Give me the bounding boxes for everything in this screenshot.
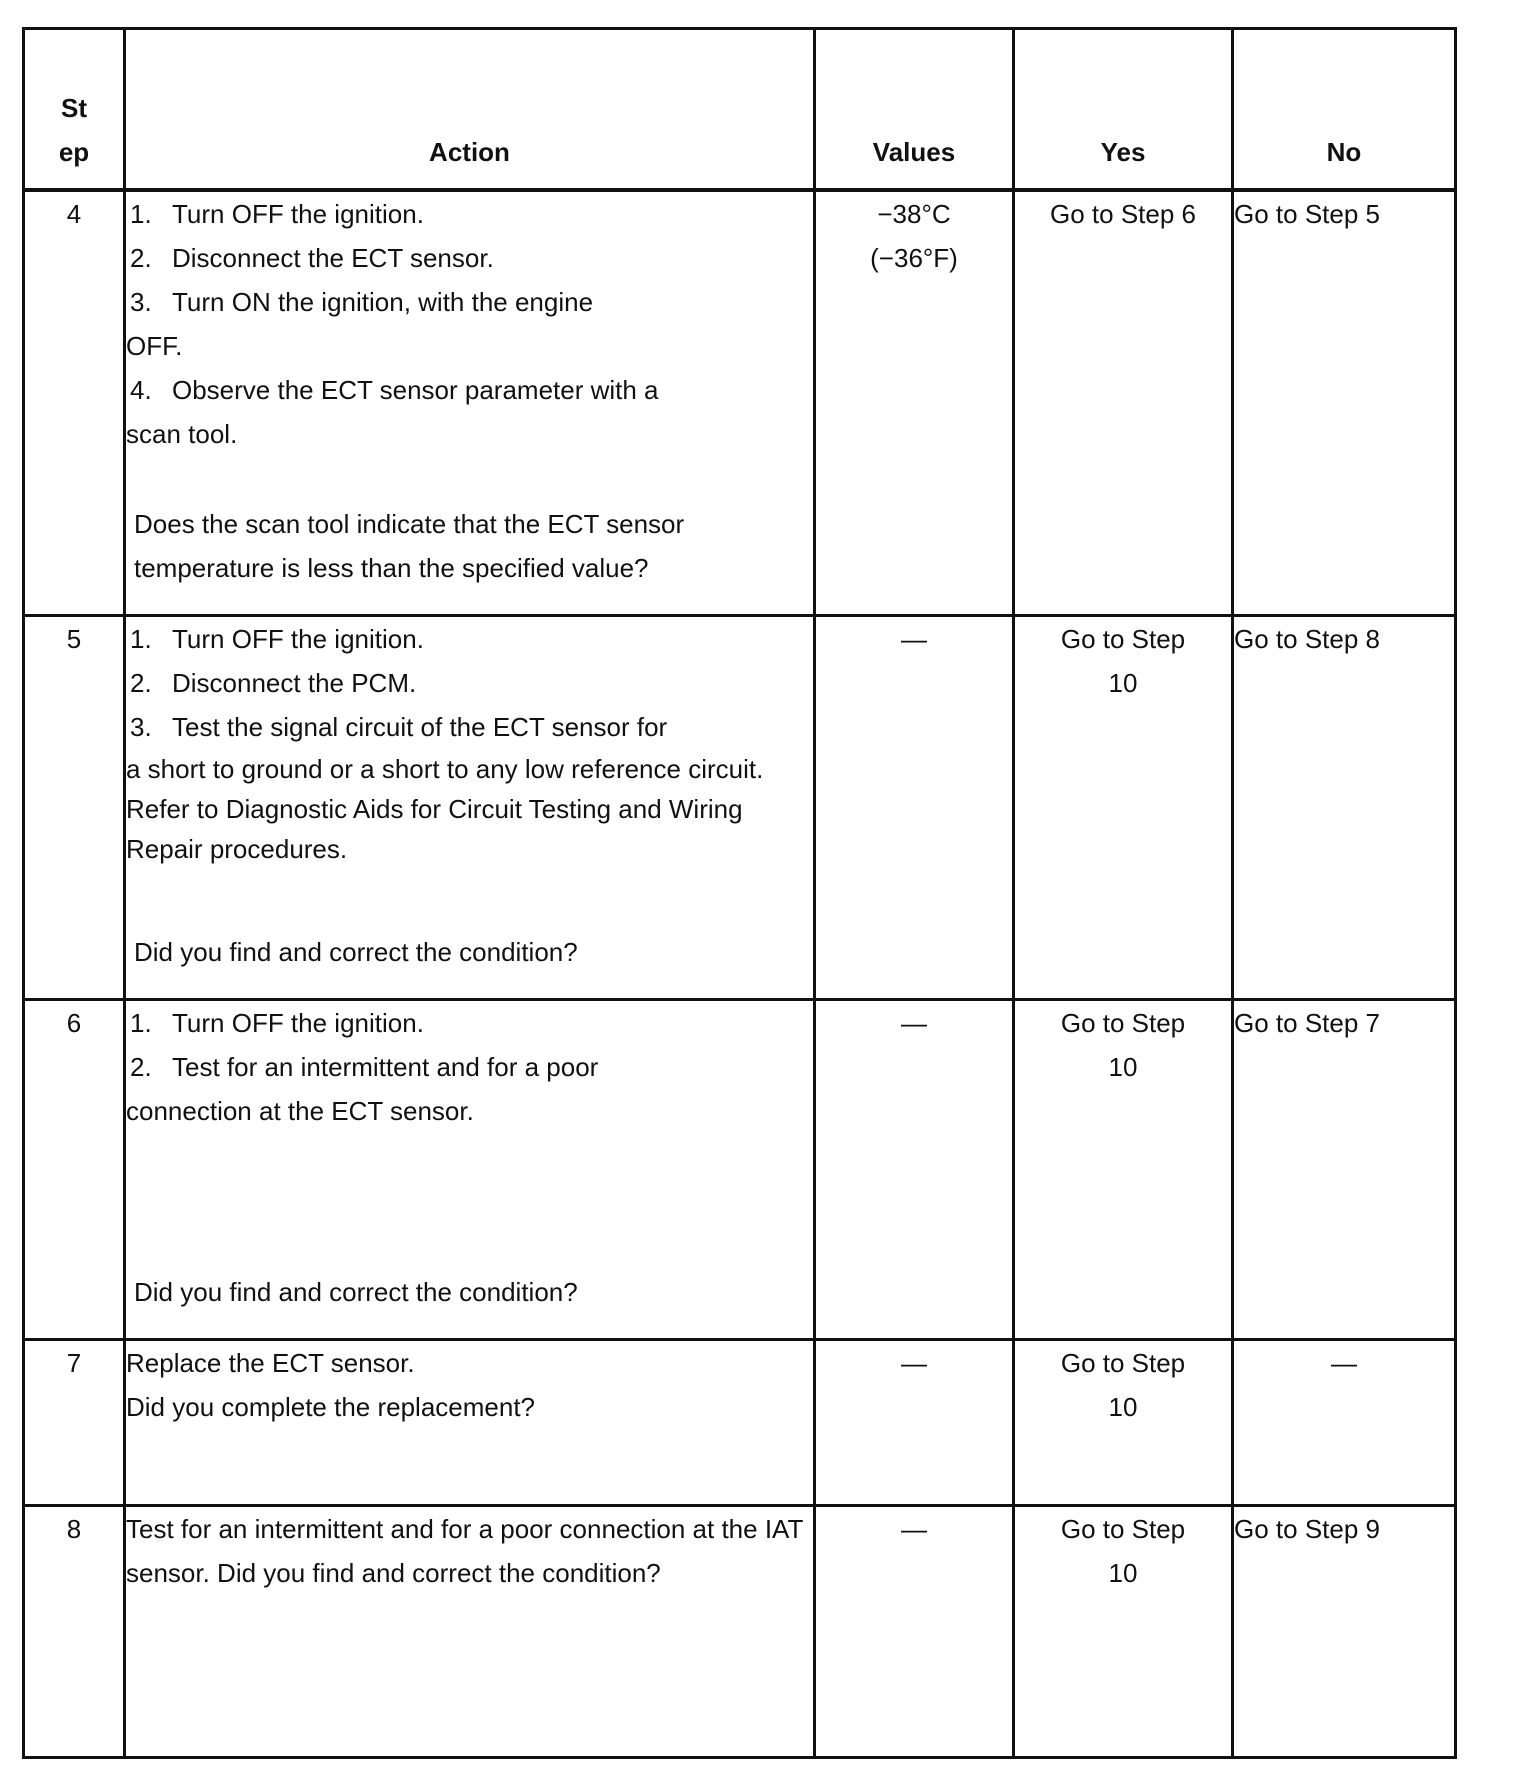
list-item: 1. Turn OFF the ignition. (130, 199, 424, 229)
list-item: 3. Turn ON the ignition, with the engine (130, 287, 594, 317)
list-item: 1. Turn OFF the ignition. (130, 624, 424, 654)
table-row (24, 1000, 1456, 1340)
list-item: 2. Disconnect the ECT sensor. (130, 243, 494, 273)
yes-cell: Go to Step 10 (1014, 1000, 1233, 1340)
value-celsius: −38°C (877, 199, 951, 229)
header-step (24, 29, 125, 191)
step-number: 7 (24, 1340, 125, 1506)
list-item-continuation: connection at the ECT sensor. (126, 1096, 474, 1126)
step-number: 6 (24, 1000, 125, 1340)
list-item-continuation: a short to ground or a short to any low reference circuit. Refer to Diagnostic Aids for Circuit Testing and Wiring Repair procedures. (126, 754, 764, 864)
header-no: No (1233, 29, 1456, 191)
table-row (24, 1506, 1456, 1758)
yes-cell: Go to Step 10 (1014, 1506, 1233, 1758)
value-fahrenheit: (−36°F) (870, 243, 958, 273)
header-values: Values (815, 29, 1014, 191)
value-cell: — (815, 616, 1014, 1000)
yes-cell: Go to Step 10 (1014, 1340, 1233, 1506)
no-cell: Go to Step 8 (1233, 616, 1456, 1000)
value-cell: — (815, 1340, 1014, 1506)
list-item: 2. Test for an intermittent and for a poor (130, 1052, 599, 1082)
table-row (24, 1340, 1456, 1506)
yes-cell: Go to Step 6 (1014, 190, 1233, 616)
question-text: Did you complete the replacement? (126, 1392, 536, 1422)
list-item-continuation: OFF. (126, 331, 183, 361)
table-row (24, 190, 1456, 616)
list-item: 3. Test the signal circuit of the ECT sensor for (130, 712, 668, 742)
header-step-line2: ep (58, 137, 90, 167)
diagnostic-table (22, 27, 1457, 1759)
list-item: 4. Observe the ECT sensor parameter with a (130, 375, 659, 405)
question-text: Did you find and correct the condition? (134, 937, 578, 967)
step-number: 5 (24, 616, 125, 1000)
no-cell: Go to Step 9 (1233, 1506, 1456, 1758)
action-cell (125, 616, 815, 1000)
action-text: Replace the ECT sensor. (126, 1348, 415, 1378)
question-text: Did you find and correct the condition? (134, 1277, 578, 1307)
header-row (24, 29, 1456, 191)
list-item: 1. Turn OFF the ignition. (130, 1008, 424, 1038)
value-cell (815, 190, 1014, 616)
list-item-continuation: scan tool. (126, 419, 238, 449)
step-number: 4 (24, 190, 125, 616)
value-cell: — (815, 1000, 1014, 1340)
no-cell: — (1233, 1340, 1456, 1506)
action-text: Test for an intermittent and for a poor connection at the IAT sensor. Did you find and correct the condition? (126, 1514, 803, 1588)
table-row (24, 616, 1456, 1000)
no-cell: Go to Step 7 (1233, 1000, 1456, 1340)
yes-cell: Go to Step 10 (1014, 616, 1233, 1000)
header-step-line1: St (61, 93, 87, 123)
action-cell (125, 1000, 815, 1340)
question-text: Does the scan tool indicate that the ECT sensor temperature is less than the specified value? (134, 509, 685, 583)
value-cell: — (815, 1506, 1014, 1758)
header-yes: Yes (1014, 29, 1233, 191)
no-cell: Go to Step 5 (1233, 190, 1456, 616)
action-cell (125, 1506, 815, 1758)
step-number: 8 (24, 1506, 125, 1758)
list-item: 2. Disconnect the PCM. (130, 668, 417, 698)
header-action: Action (125, 29, 815, 191)
action-cell (125, 190, 815, 616)
action-cell (125, 1340, 815, 1506)
